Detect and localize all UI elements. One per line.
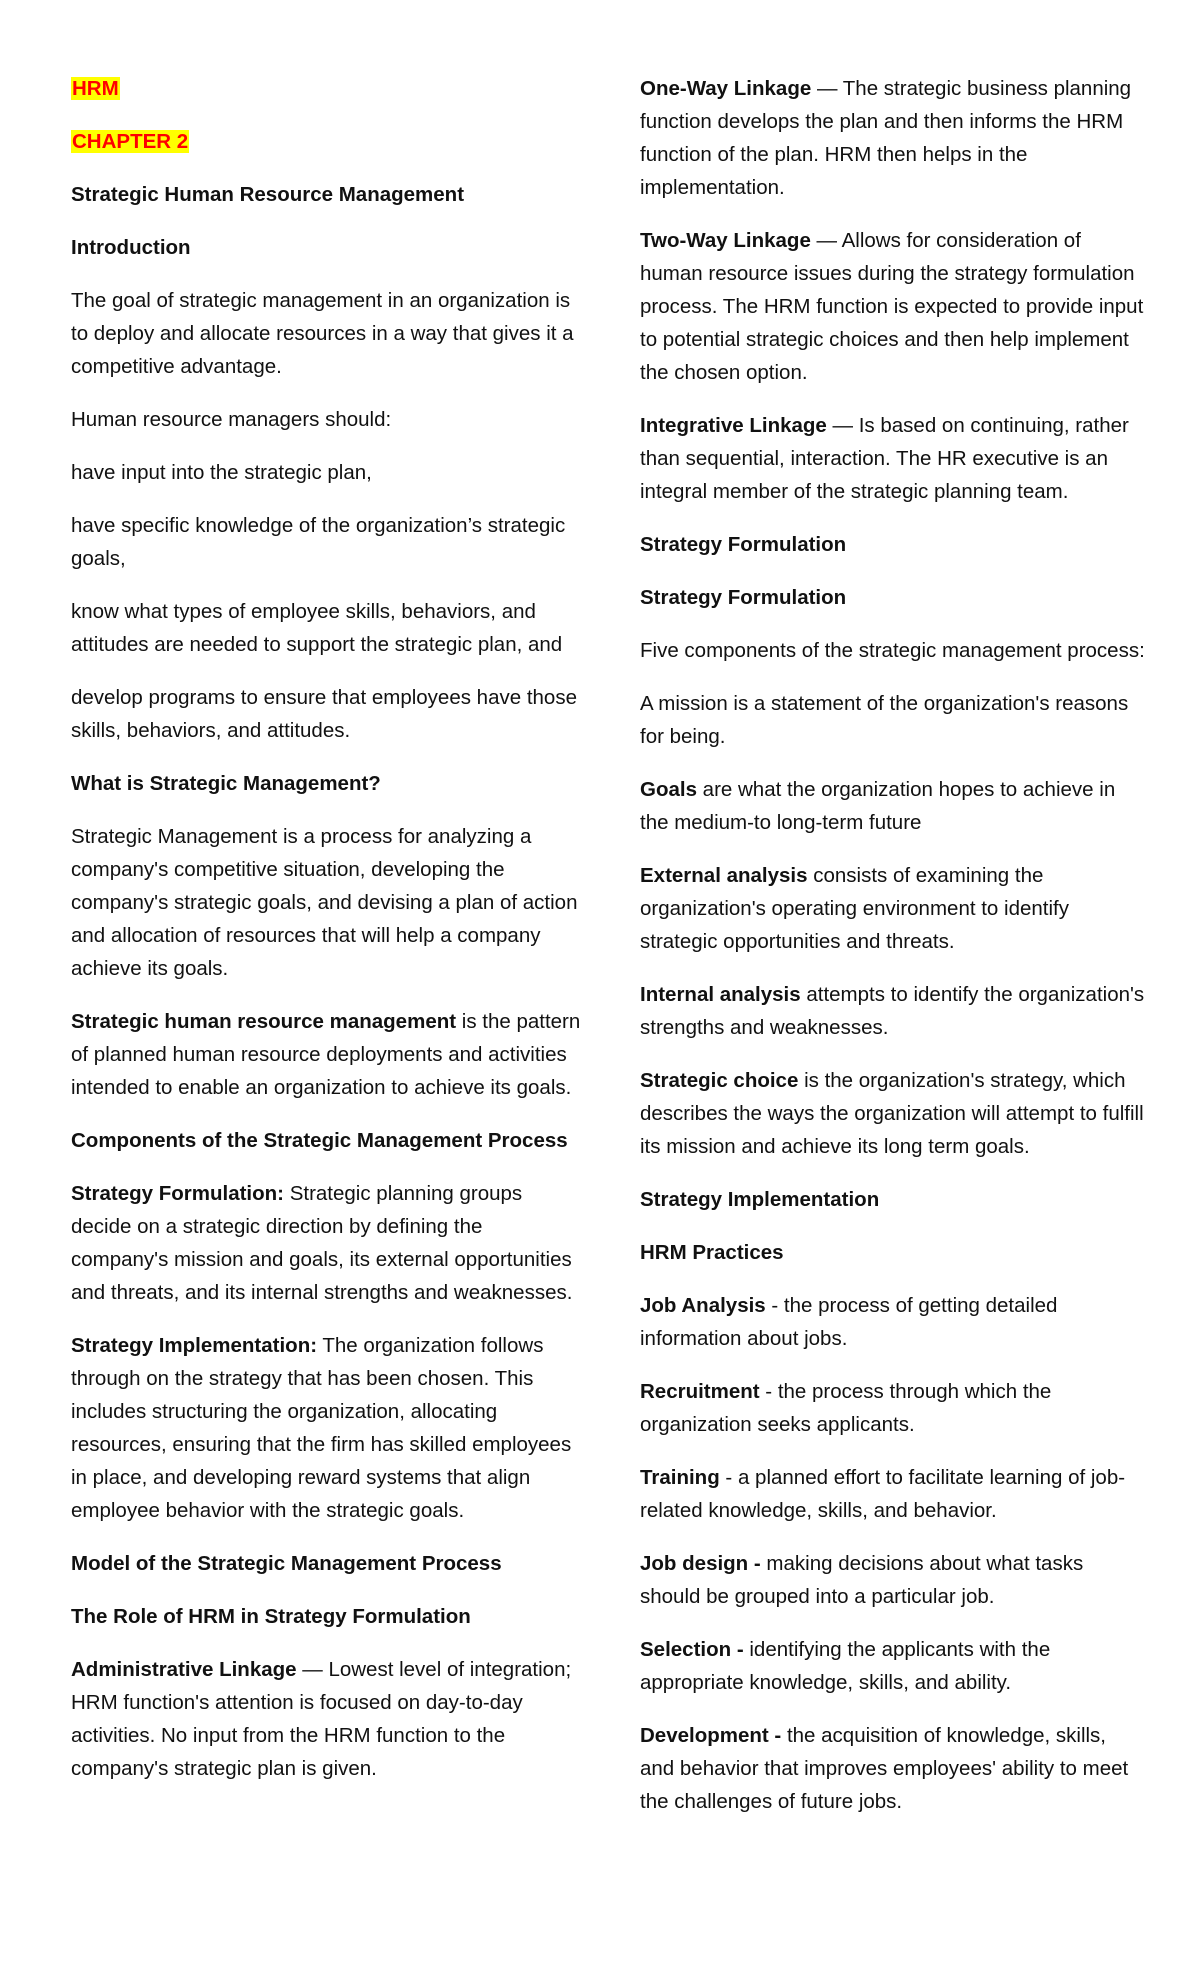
practice-term: Job Analysis — [640, 1294, 766, 1317]
goals-text: are what the organization hopes to achieve in the medium-to long-term future — [640, 778, 1116, 834]
strategic-choice-text: is the organization's strategy, which describes the ways the organization will attempt to fulfill its mission and achieve its long term goals. — [640, 1069, 1144, 1158]
chapter-label-highlight: CHAPTER 2 — [72, 130, 189, 153]
course-label — [71, 72, 581, 105]
strategy-formulation-paragraph — [71, 1177, 581, 1309]
hrm-practices-heading: HRM Practices — [640, 1241, 784, 1264]
practice-text: - the process through which the organization seeks applicants. — [640, 1380, 1052, 1436]
strategy-formulation-heading-2: Strategy Formulation — [640, 586, 847, 609]
goals-term: Goals — [640, 778, 697, 801]
mission-paragraph: A mission is a statement of the organization's reasons for being. — [640, 692, 1129, 748]
model-heading: Model of the Strategic Management Process — [71, 1552, 502, 1575]
one-way-linkage-paragraph — [640, 72, 1145, 204]
practice-training — [640, 1461, 1145, 1527]
practice-text: identifying the applicants with the appropriate knowledge, skills, and ability. — [640, 1638, 1051, 1694]
practice-selection — [640, 1633, 1145, 1699]
practice-term: Selection - — [640, 1638, 744, 1661]
what-is-strategic-management-heading: What is Strategic Management? — [71, 772, 381, 795]
document-title: Strategic Human Resource Management — [71, 183, 465, 206]
internal-analysis-text: attempts to identify the organization's strengths and weaknesses. — [640, 983, 1145, 1039]
one-way-linkage-text: — The strategic business planning function develops the plan and then informs the HRM function of the plan. HRM then helps in the implementation. — [640, 77, 1132, 199]
practice-term: Training — [640, 1466, 720, 1489]
strategy-formulation-term: Strategy Formulation: — [71, 1182, 284, 1205]
should-item-2: have specific knowledge of the organization’s strategic goals, — [71, 514, 566, 570]
practice-term: Recruitment — [640, 1380, 760, 1403]
strategy-implementation-term: Strategy Implementation: — [71, 1334, 318, 1357]
administrative-linkage-term: Administrative Linkage — [71, 1658, 297, 1681]
external-analysis-paragraph — [640, 859, 1145, 958]
external-analysis-term: External analysis — [640, 864, 808, 887]
introduction-heading: Introduction — [71, 236, 191, 259]
practice-development — [640, 1719, 1145, 1818]
strategic-choice-term: Strategic choice — [640, 1069, 799, 1092]
integrative-linkage-term: Integrative Linkage — [640, 414, 827, 437]
strategy-implementation-heading: Strategy Implementation — [640, 1188, 880, 1211]
integrative-linkage-paragraph — [640, 409, 1145, 508]
right-column — [640, 72, 1145, 1838]
shrm-definition — [71, 1005, 581, 1104]
internal-analysis-paragraph — [640, 978, 1145, 1044]
shrm-term: Strategic human resource management — [71, 1010, 457, 1033]
left-column — [71, 72, 581, 1805]
one-way-linkage-term: One-Way Linkage — [640, 77, 812, 100]
shrm-text: is the pattern of planned human resource deployments and activities intended to enable an organization to achieve its goals. — [71, 1010, 581, 1099]
practice-job-analysis — [640, 1289, 1145, 1355]
goals-paragraph — [640, 773, 1145, 839]
practice-text: - a planned effort to facilitate learning of job-related knowledge, skills, and behavior. — [640, 1466, 1126, 1522]
course-label-highlight: HRM — [72, 77, 119, 100]
practice-text: making decisions about what tasks should be grouped into a particular job. — [640, 1552, 1084, 1608]
practice-text: the acquisition of knowledge, skills, and behavior that improves employees' ability to meet the challenges of future jobs. — [640, 1724, 1129, 1813]
two-way-linkage-paragraph — [640, 224, 1145, 389]
components-heading: Components of the Strategic Management Process — [71, 1129, 568, 1152]
strategy-formulation-text: Strategic planning groups decide on a strategic direction by defining the company's mission and goals, its external opportunities and threats, and its internal strengths and weaknesses. — [71, 1182, 573, 1304]
practice-recruitment — [640, 1375, 1145, 1441]
practice-term: Development - — [640, 1724, 782, 1747]
practice-text: - the process of getting detailed information about jobs. — [640, 1294, 1058, 1350]
practice-job-design — [640, 1547, 1145, 1613]
practice-term: Job design - — [640, 1552, 761, 1575]
hr-managers-should-paragraph: Human resource managers should: — [71, 408, 392, 431]
two-way-linkage-text: — Allows for consideration of human resource issues during the strategy formulation process. The HRM function is expected to provide input to potential strategic choices and then help implement the chosen option. — [640, 229, 1144, 384]
administrative-linkage-paragraph — [71, 1653, 581, 1785]
strategy-implementation-paragraph — [71, 1329, 581, 1527]
introduction-paragraph: The goal of strategic management in an organization is to deploy and allocate resources in a way that gives it a competitive advantage. — [71, 289, 574, 378]
strategic-choice-paragraph — [640, 1064, 1145, 1163]
five-components-paragraph: Five components of the strategic management process: — [640, 639, 1145, 662]
two-way-linkage-term: Two-Way Linkage — [640, 229, 811, 252]
strategy-formulation-heading-1: Strategy Formulation — [640, 533, 847, 556]
external-analysis-text: consists of examining the organization's operating environment to identify strategic opportunities and threats. — [640, 864, 1069, 953]
strategy-implementation-text: The organization follows through on the strategy that has been chosen. This includes structuring the organization, allocating resources, ensuring that the firm has skilled employees in place, and developing reward systems that align employee behavior with the strategic goals. — [71, 1334, 572, 1522]
should-item-3: know what types of employee skills, behaviors, and attitudes are needed to support the strategic plan, and — [71, 600, 563, 656]
chapter-label — [71, 125, 581, 158]
administrative-linkage-text: — Lowest level of integration; HRM function's attention is focused on day-to-day activities. No input from the HRM function to the company's strategic plan is given. — [71, 1658, 572, 1780]
strategic-management-definition: Strategic Management is a process for analyzing a company's competitive situation, developing the company's strategic goals, and devising a plan of action and allocation of resources that will help a company achieve its goals. — [71, 825, 578, 980]
internal-analysis-term: Internal analysis — [640, 983, 801, 1006]
should-item-4: develop programs to ensure that employees have those skills, behaviors, and attitudes. — [71, 686, 577, 742]
should-item-1: have input into the strategic plan, — [71, 461, 372, 484]
role-of-hrm-heading: The Role of HRM in Strategy Formulation — [71, 1605, 471, 1628]
integrative-linkage-text: — Is based on continuing, rather than sequential, interaction. The HR executive is an integral member of the strategic planning team. — [640, 414, 1129, 503]
